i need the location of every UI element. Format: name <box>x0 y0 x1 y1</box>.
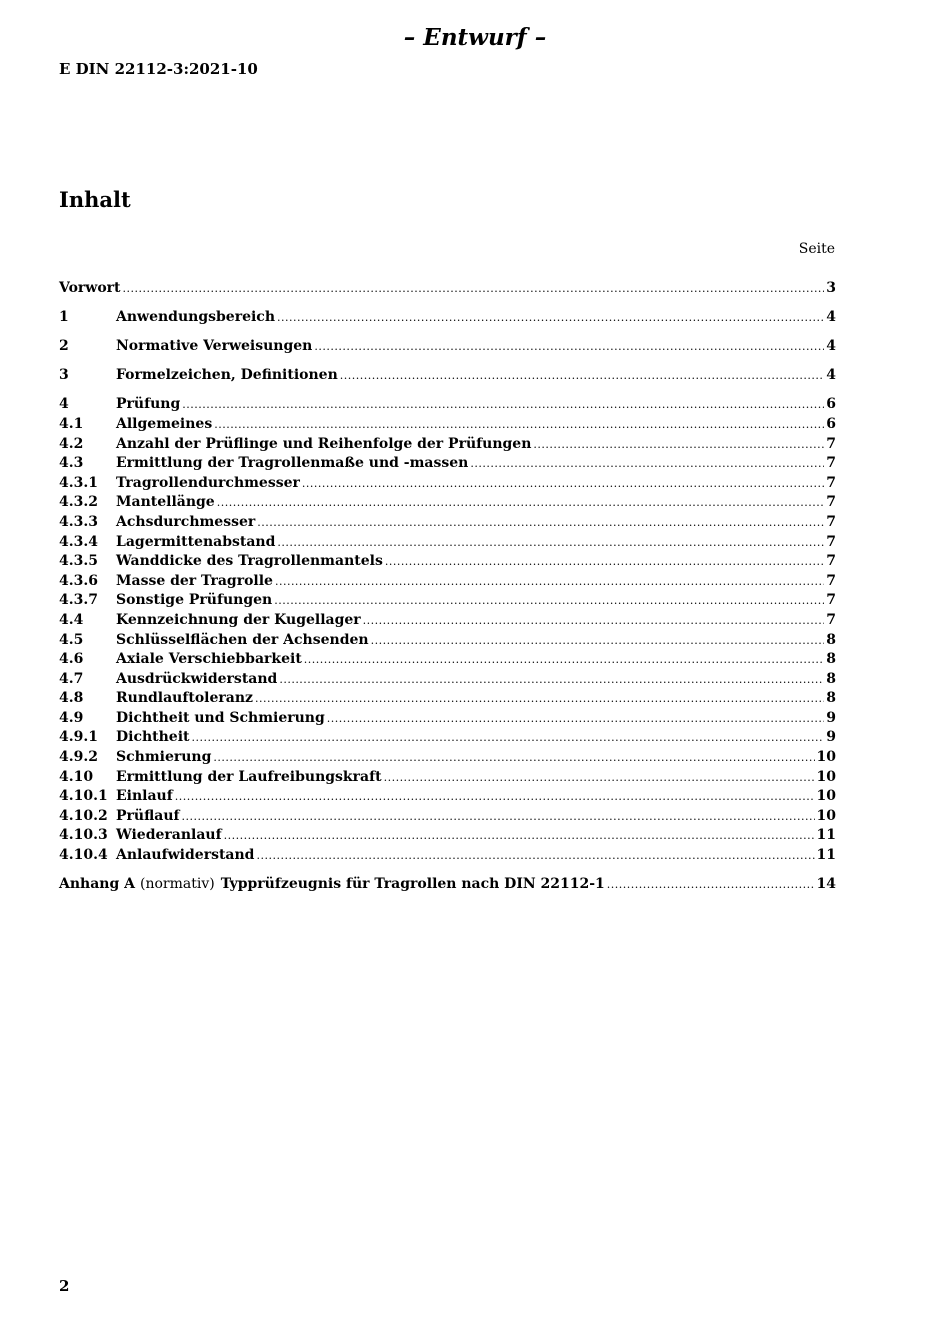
toc-entry[interactable] <box>59 591 836 611</box>
toc-entry-number: 4.7 <box>59 670 84 687</box>
toc-entry-annex[interactable] <box>59 875 836 895</box>
toc-entry[interactable] <box>59 395 836 415</box>
toc-entry-page: 7 <box>826 572 836 589</box>
toc-heading: Inhalt <box>59 187 131 212</box>
dot-leader <box>256 846 814 866</box>
toc-entry[interactable] <box>59 689 836 709</box>
toc-entry[interactable] <box>59 728 836 748</box>
toc-entry-page: 6 <box>826 396 836 413</box>
toc-entry-number: 4.10.2 <box>59 807 108 824</box>
dot-leader <box>213 748 814 768</box>
toc-entry-page: 3 <box>826 280 836 296</box>
toc-entry-title: Prüflauf <box>116 807 180 824</box>
toc-entry-number: 4.10.4 <box>59 847 108 864</box>
toc-entry-page: 7 <box>826 474 836 491</box>
toc-entry-number: 4.3.6 <box>59 572 98 589</box>
dot-leader <box>384 768 815 788</box>
dot-leader <box>277 533 824 553</box>
toc-entry-title: Kennzeichnung der Kugellager <box>116 611 361 628</box>
dot-leader <box>314 337 824 357</box>
toc-entry-page: 4 <box>826 367 836 384</box>
toc-entry-page: 4 <box>826 309 836 326</box>
toc-entry-page: 7 <box>826 592 836 609</box>
toc-entry-page: 7 <box>826 435 836 452</box>
toc-entry-number: 2 <box>59 338 69 355</box>
dot-leader <box>340 366 824 386</box>
toc-entry-page: 9 <box>826 709 836 726</box>
toc-entry-title: Ermittlung der Tragrollenmaße und -massen <box>116 455 469 472</box>
dot-leader <box>277 308 824 328</box>
toc-entry-number: 4.3 <box>59 455 84 472</box>
toc-entry-title: Ermittlung der Laufreibungskraft <box>116 768 382 785</box>
dot-leader <box>327 709 824 729</box>
toc-entry-page: 11 <box>816 847 836 864</box>
table-of-contents <box>59 279 836 895</box>
dot-leader <box>257 513 824 533</box>
toc-entry-number: 4.9.1 <box>59 729 98 746</box>
toc-entry-title: Prüfung <box>116 396 181 413</box>
dot-leader <box>192 728 825 748</box>
annex-note: (normativ) <box>140 876 215 893</box>
toc-entry-number: 4.9.2 <box>59 749 98 766</box>
toc-entry[interactable] <box>59 308 836 328</box>
toc-entry-number: 4.9 <box>59 709 84 726</box>
toc-entry-page: 7 <box>826 611 836 628</box>
toc-entry-number: 4.10 <box>59 768 94 785</box>
toc-entry-page: 10 <box>816 749 836 766</box>
toc-entry-title: Einlauf <box>116 788 173 805</box>
toc-entry-number: 4.10.3 <box>59 827 108 844</box>
toc-entry[interactable] <box>59 435 836 455</box>
toc-entry-number: 4.2 <box>59 435 84 452</box>
toc-entry-number: 4.3.5 <box>59 553 98 570</box>
toc-entry-page: 14 <box>816 876 836 893</box>
dot-leader <box>385 552 824 572</box>
toc-entry[interactable] <box>59 572 836 592</box>
toc-entry[interactable] <box>59 513 836 533</box>
dot-leader <box>275 572 824 592</box>
toc-entry[interactable] <box>59 768 836 788</box>
toc-entry-title: Lagermittenabstand <box>116 533 276 550</box>
toc-entry-number: 4.3.1 <box>59 474 98 491</box>
toc-entry[interactable] <box>59 474 836 494</box>
toc-entry-page: 8 <box>826 690 836 707</box>
toc-entry-number: 4.5 <box>59 631 84 648</box>
toc-entry-number: 4.3.7 <box>59 592 98 609</box>
dot-leader <box>217 493 825 513</box>
page-number: 2 <box>59 1277 70 1295</box>
toc-entry[interactable] <box>59 415 836 435</box>
toc-entry-title: Anlaufwiderstand <box>116 847 255 864</box>
document-id: E DIN 22112-3:2021-10 <box>59 60 258 78</box>
toc-entry[interactable] <box>59 631 836 651</box>
toc-entry[interactable] <box>59 846 836 866</box>
toc-entry-page: 7 <box>826 494 836 511</box>
toc-entry[interactable] <box>59 787 836 807</box>
toc-entry[interactable] <box>59 533 836 553</box>
dot-leader <box>123 279 825 299</box>
toc-entry-number: 1 <box>59 309 69 326</box>
draft-title: – Entwurf – <box>403 24 547 51</box>
toc-entry[interactable] <box>59 552 836 572</box>
toc-entry[interactable] <box>59 807 836 827</box>
toc-entry-title: Schmierung <box>116 749 212 766</box>
toc-entry-page: 7 <box>826 553 836 570</box>
toc-entry-title: Achsdurchmesser <box>116 513 256 530</box>
toc-entry-title: Rundlauftoleranz <box>116 690 253 707</box>
dot-leader <box>224 826 815 846</box>
toc-entry-title: Anwendungsbereich <box>116 309 275 326</box>
toc-entry-page: 8 <box>826 651 836 668</box>
annex-title: Typprüfzeugnis für Tragrollen nach DIN 22112-1 <box>220 876 605 893</box>
toc-entry-title: Wanddicke des Tragrollenmantels <box>116 553 383 570</box>
dot-leader <box>607 875 815 895</box>
dot-leader <box>279 670 824 690</box>
toc-entry-title: Dichtheit <box>116 729 190 746</box>
toc-entry-page: 10 <box>816 768 836 785</box>
toc-entry[interactable] <box>59 337 836 357</box>
toc-entry-title: Formelzeichen, Definitionen <box>116 367 338 384</box>
toc-entry[interactable] <box>59 650 836 670</box>
toc-entry[interactable] <box>59 454 836 474</box>
toc-entry-title: Schlüsselflächen der Achsenden <box>116 631 369 648</box>
toc-entry-page: 7 <box>826 513 836 530</box>
toc-entry-title: Sonstige Prüfungen <box>116 592 273 609</box>
toc-entry-number: 4.10.1 <box>59 788 108 805</box>
toc-entry[interactable] <box>59 366 836 386</box>
toc-entry-number: 4.3.3 <box>59 513 98 530</box>
toc-entry[interactable] <box>59 748 836 768</box>
annex-label: Anhang A <box>59 876 135 893</box>
toc-entry-title: Vorwort <box>59 280 121 296</box>
dot-leader <box>302 474 824 494</box>
toc-entry[interactable] <box>59 611 836 631</box>
toc-entry-page: 7 <box>826 533 836 550</box>
dot-leader <box>182 395 824 415</box>
dot-leader <box>363 611 825 631</box>
page-column-label: Seite <box>798 241 835 257</box>
toc-entry-number: 4.6 <box>59 651 84 668</box>
dot-leader <box>214 415 824 435</box>
toc-entry-page: 6 <box>826 415 836 432</box>
toc-entry[interactable] <box>59 279 836 299</box>
toc-entry-page: 8 <box>826 670 836 687</box>
toc-entry-number: 4 <box>59 396 69 413</box>
toc-entry-page: 10 <box>816 807 836 824</box>
toc-entry-title: Allgemeines <box>116 415 213 432</box>
toc-entry-title: Masse der Tragrolle <box>116 572 273 589</box>
toc-entry-number: 4.1 <box>59 415 84 432</box>
toc-entry-title: Axiale Verschiebbarkeit <box>116 651 302 668</box>
dot-leader <box>533 435 824 455</box>
toc-entry[interactable] <box>59 709 836 729</box>
toc-entry[interactable] <box>59 826 836 846</box>
toc-entry-page: 4 <box>826 338 836 355</box>
toc-entry-title: Normative Verweisungen <box>116 338 313 355</box>
toc-entry-page: 11 <box>816 827 836 844</box>
toc-entry-page: 8 <box>826 631 836 648</box>
toc-entry[interactable] <box>59 670 836 690</box>
toc-entry-page: 7 <box>826 455 836 472</box>
toc-entry-title: Mantellänge <box>116 494 215 511</box>
toc-entry-page: 9 <box>826 729 836 746</box>
dot-leader <box>255 689 824 709</box>
dot-leader <box>175 787 815 807</box>
dot-leader <box>274 591 824 611</box>
dot-leader <box>182 807 815 827</box>
toc-entry-title: Wiederanlauf <box>116 827 222 844</box>
toc-entry[interactable] <box>59 493 836 513</box>
toc-entry-number: 4.4 <box>59 611 84 628</box>
toc-entry-number: 3 <box>59 367 69 384</box>
toc-entry-title: Ausdrückwiderstand <box>116 670 278 687</box>
dot-leader <box>470 454 824 474</box>
toc-entry-title: Anzahl der Prüflinge und Reihenfolge der Prüfungen <box>116 435 532 452</box>
toc-entry-number: 4.8 <box>59 690 84 707</box>
toc-entry-number: 4.3.4 <box>59 533 98 550</box>
toc-entry-number: 4.3.2 <box>59 494 98 511</box>
dot-leader <box>304 650 824 670</box>
toc-entry-page: 10 <box>816 788 836 805</box>
dot-leader <box>371 631 825 651</box>
toc-entry-title: Tragrollendurchmesser <box>116 474 300 491</box>
toc-entry-title: Dichtheit und Schmierung <box>116 709 325 726</box>
